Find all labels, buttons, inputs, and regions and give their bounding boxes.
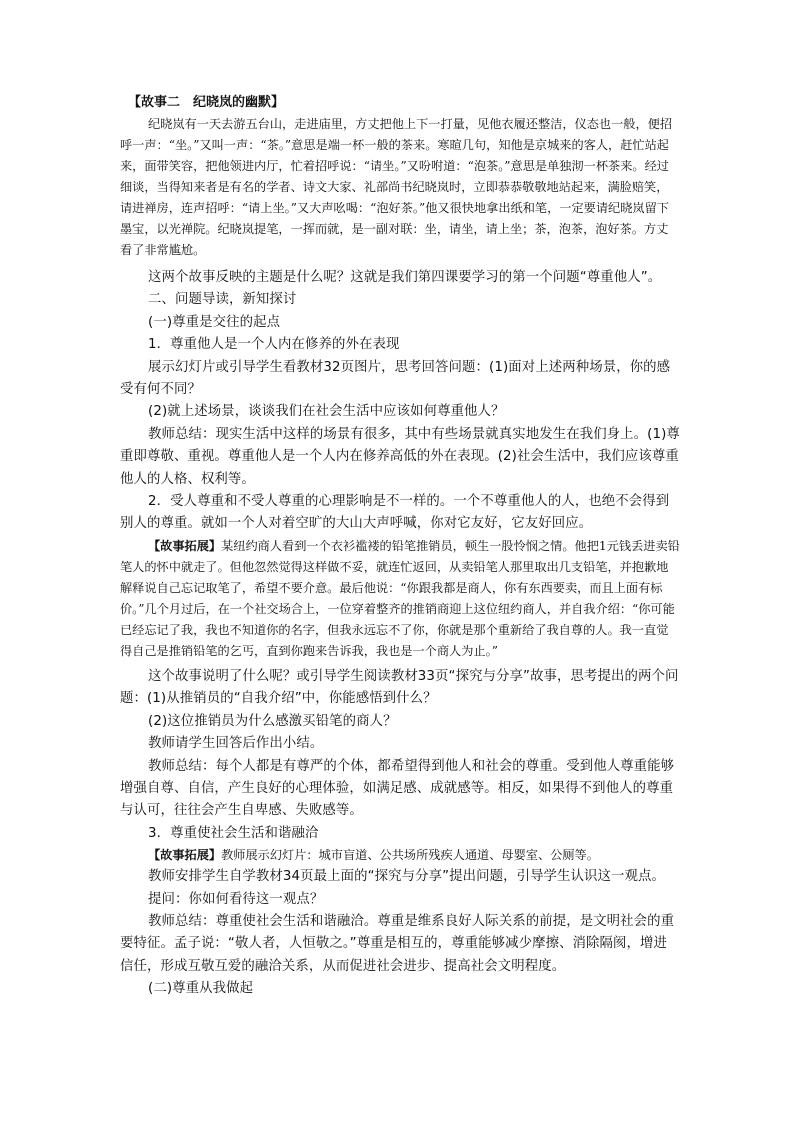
teacher-ask-paragraph: 教师请学生回答后作出小结。 (148, 736, 324, 752)
subsection-two-heading: (二)尊重从我做起 (148, 981, 254, 997)
slide-question-paragraph: 展示幻灯片或引导学生看教材32页图片，思考回答问题：(1)面对上述两种场景，你的感受有何不同？ (120, 359, 671, 398)
story-two-body: 纪晓岚有一天去游五台山，走进庙里，方丈把他上下一打量，见他衣履还整洁，仪态也一般，便招呼一声：“坐。”又叫一声：“茶。”意思是端一杯一般的茶来。寒暄几句，知他是京城来的客人，赶忙站起来，面带笑容，把他领进内厅，忙着招呼说：“请坐。”又吩咐道：“泡茶。”意思是单独沏一杯茶来。经过细谈，当得知来者是有名的学者、诗文大家、礼部尚书纪晓岚时，立即恭恭敬敬地站起来，满脸赔笑，请进禅房，连声招呼：“请上坐。”又大声吆喝：“泡好茶。”他又很快地拿出纸和笔，一定要请纪晓岚留下墨宝，以光禅院。纪晓岚提笔，一挥而就，是一副对联：坐，请坐，请上坐；茶，泡茶，泡好茶。方丈看了非常尴尬。 (120, 117, 673, 257)
story-extension-two (120, 845, 680, 866)
question-two-paragraph: (2)就上述场景，谈谈我们在社会生活中应该如何尊重他人？ (148, 404, 505, 420)
teacher-summary-two: 教师总结：每个人都是有尊严的个体，都希望得到他人和社会的尊重。受到他人尊重能够增强自尊、自信，产生良好的心理体验，如满足感、成就感等。相反，如果得不到他人的尊重与认可，往往会产生自卑感、失败感等。 (120, 758, 675, 819)
item-three-heading: 3．尊重使社会生活和谐融洽 (148, 825, 319, 841)
section-two-heading: 二、问题导读，新知探讨 (148, 292, 297, 308)
story-extension-body: 教师展示幻灯片：城市盲道、公共场所残疾人通道、母婴室、公厕等。 (221, 848, 599, 863)
document-page (120, 92, 680, 1001)
teacher-summary-one: 教师总结：现实生活中这样的场景有很多，其中有些场景就真实地发生在我们身上。(1)尊重即尊敬、重视。尊重他人是一个人内在修养高低的外在表现。(2)社会生活中，我们应该尊重他人的人格、权利等。 (120, 426, 680, 487)
story-extension-body: 某纽约商人看到一个衣衫褴褛的铅笔推销员，顿生一股怜悯之情。他把1元钱丢进卖铅笔人的怀中就走了。但他忽然觉得这样做不妥，就连忙返回，从卖铅笔人那里取出几支铅笔，并抱歉地解释说自己忘记取笔了，希望不要介意。最后他说：“你跟我都是商人，你有东西要卖，而且上面有标价。”几个月过后，在一个社交场合上，一位穿着整齐的推销商迎上这位纽约商人，并自我介绍：“你可能已经忘记了我，我也不知道你的名字，但我永远忘不了你，你就是那个重新给了我自尊的人。我一直觉得自己是推销铅笔的乞丐，直到你跑来告诉我，我也是一个商人为止。” (120, 538, 680, 658)
arrange-paragraph: 教师安排学生自学教材34页最上面的“探究与分享”提出问题，引导学生认识这一观点。 (148, 869, 665, 885)
story-question-paragraph: 这个故事说明了什么呢？或引导学生阅读教材33页“探究与分享”故事，思考提出的两个问题：(1)从推销员的“自我介绍”中，你能感悟到什么？ (120, 668, 679, 707)
teacher-summary-three: 教师总结：尊重使社会生活和谐融洽。尊重是维系良好人际关系的前提，是文明社会的重要特征。孟子说：“敬人者，人恒敬之。”尊重是相互的，尊重能够减少摩擦、消除隔阂，增进信任，形成互敬互爱的融洽关系，从而促进社会进步、提高社会文明程度。 (120, 913, 675, 974)
subsection-one-heading: (一)尊重是交往的起点 (148, 314, 281, 330)
story-two-title: 【故事二 纪晓岚的幽默】 (128, 95, 285, 110)
ask-view-paragraph: 提问：你如何看待这一观点？ (148, 891, 324, 907)
theme-paragraph: 这两个故事反映的主题是什么呢？这就是我们第四课要学习的第一个问题“尊重他人”。 (148, 270, 662, 285)
story-extension-label: 【故事拓展】 (148, 538, 222, 553)
question-three-paragraph: (2)这位推销员为什么感激买铅笔的商人？ (148, 713, 397, 729)
item-two-paragraph: 2．受人尊重和不受人尊重的心理影响是不一样的。一个不尊重他人的人，也绝不会得到别人的尊重。就如一个人对着空旷的大山大声呼喊，你对它友好，它友好回应。 (120, 494, 670, 532)
item-one-heading: 1．尊重他人是一个人内在修养的外在表现 (148, 337, 400, 353)
story-extension-one (120, 536, 680, 662)
story-extension-label: 【故事拓展】 (148, 848, 222, 863)
